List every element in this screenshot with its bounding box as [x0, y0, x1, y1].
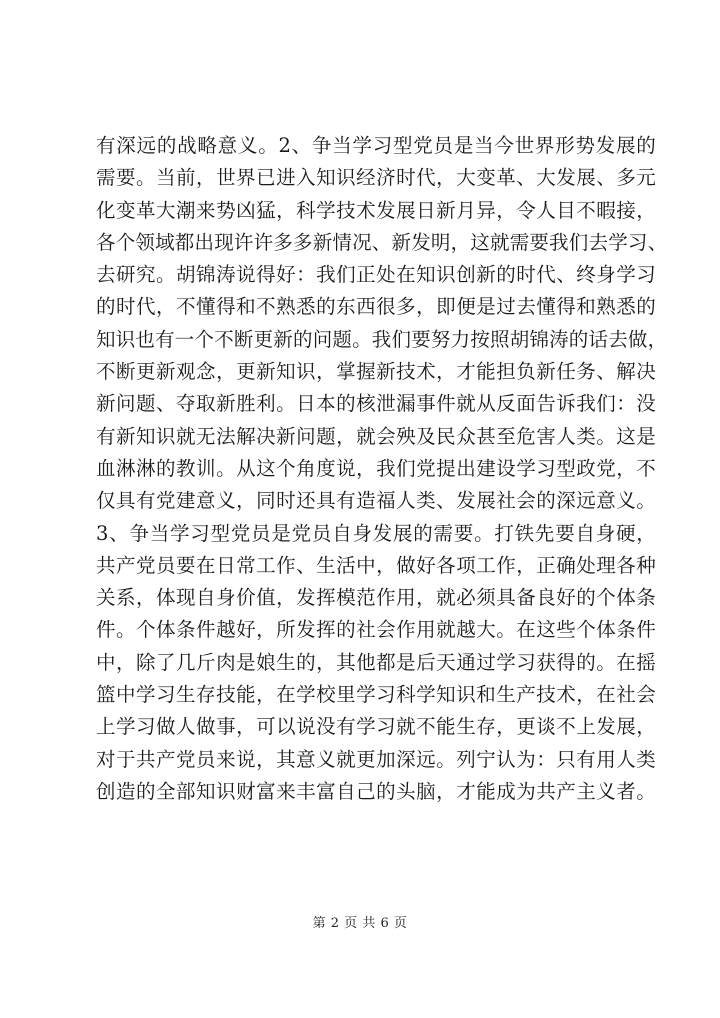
text-line: 有深远的战略意义。2、争当学习型党员是当今世界形势发展的 [96, 134, 656, 157]
text-line: 创造的全部知识财富来丰富自己的头脑，才能成为共产主义者。 [96, 779, 656, 803]
text-line: 共产党员要在日常工作、生活中，做好各项工作，正确处理各种 [96, 553, 656, 577]
text-line: 上学习做人做事，可以说没有学习就不能生存，更谈不上发展， [96, 715, 656, 739]
text-line: 有新知识就无法解决新问题，就会殃及民众甚至危害人类。这是 [96, 424, 656, 448]
text-line: 仅具有党建意义，同时还具有造福人类、发展社会的深远意义。 [96, 489, 656, 513]
text-line: 不断更新观念，更新知识，掌握新技术，才能担负新任务、解决 [96, 360, 656, 384]
text-line: 去研究。胡锦涛说得好：我们正处在知识创新的时代、终身学习 [96, 263, 656, 287]
text-line: 各个领域都出现许许多多新情况、新发明，这就需要我们去学习、 [96, 230, 668, 254]
text-line: 中，除了几斤肉是娘生的，其他都是后天通过学习获得的。在摇 [96, 650, 656, 674]
text-line: 3、争当学习型党员是党员自身发展的需要。打铁先要自身硬， [96, 521, 656, 545]
body-text [96, 130, 668, 808]
text-line: 的时代，不懂得和不熟悉的东西很多，即便是过去懂得和熟悉的 [96, 295, 656, 319]
text-line: 件。个体条件越好，所发挥的社会作用就越大。在这些个体条件 [96, 618, 656, 642]
text-line: 关系，体现自身价值，发挥模范作用，就必须具备良好的个体条 [96, 586, 656, 610]
text-line: 需要。当前，世界已进入知识经济时代，大变革、大发展、多元 [96, 166, 656, 190]
text-line: 血淋淋的教训。从这个角度说，我们党提出建设学习型政党，不 [96, 456, 656, 480]
text-line: 知识也有一个不断更新的问题。我们要努力按照胡锦涛的话去做， [96, 327, 668, 351]
text-line: 篮中学习生存技能，在学校里学习科学知识和生产技术，在社会 [96, 683, 656, 707]
page-number-footer: 第 2 页 共 6 页 [312, 916, 408, 931]
text-line: 新问题、夺取新胜利。日本的核泄漏事件就从反面告诉我们：没 [96, 392, 656, 416]
text-line: 对于共产党员来说，其意义就更加深远。列宁认为：只有用人类 [96, 747, 656, 771]
text-line: 化变革大潮来势凶猛，科学技术发展日新月异，令人目不暇接， [96, 198, 656, 222]
